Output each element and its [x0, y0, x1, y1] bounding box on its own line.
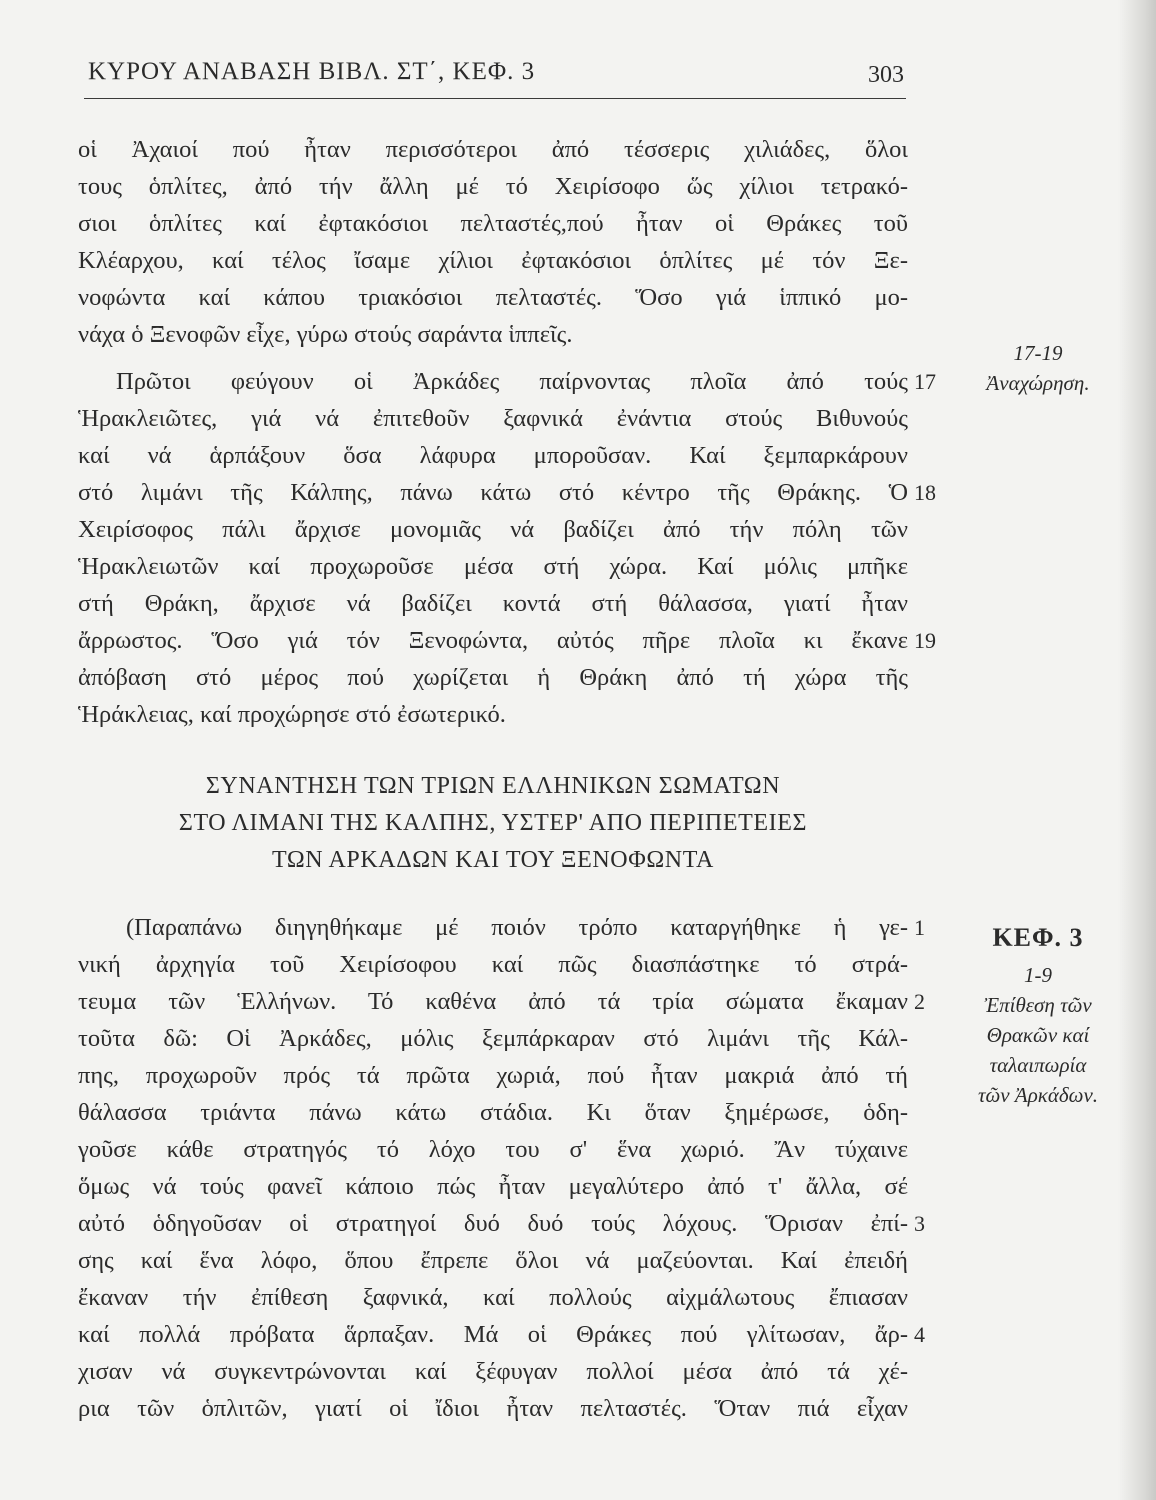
section-number-17: 17 [914, 369, 936, 394]
text-line: νοφώντα καί κάπου τριακόσιοι πελταστές. Ὅσο γιά ἱππικό μο- [78, 284, 908, 311]
margin-note: Ἐπίθεση τῶν [984, 993, 1092, 1017]
text-line: αὐτό ὁδηγοῦσαν οἱ στρατηγοί δυό δυό τούς λόχους. Ὅρισαν ἐπί- [78, 1210, 908, 1237]
text-line: Κλέαρχου, καί τέλος ἴσαμε χίλιοι ἐφτακόσιοι ὁπλίτες μέ τόν Ξε- [78, 247, 908, 274]
text-line: πης, προχωροῦν πρός τά πρῶτα χωριά, πού ἦταν μακριά ἀπό τή [78, 1062, 908, 1089]
running-head [84, 56, 906, 99]
margin-note-range: 17-19 [1013, 341, 1063, 365]
text-line: ἄρρωστος. Ὅσο γιά τόν Ξενοφώντα, αὐτός πῆρε πλοῖα κι ἔκανε [78, 627, 908, 654]
section-number-1: 1 [914, 915, 925, 940]
text-line: οἱ Ἀχαιοί πού ἦταν περισσότεροι ἀπό τέσσερις χιλιάδες, ὅλοι [78, 136, 908, 163]
text-line: καί νά ἁρπάξουν ὅσα λάφυρα μποροῦσαν. Καί ξεμπαρκάρουν [78, 442, 908, 469]
text-line: θάλασσα τριάντα πάνω κάτω στάδια. Κι ὅταν ξημέρωσε, ὁδη- [78, 1099, 908, 1126]
section-number-3: 3 [914, 1211, 925, 1236]
text-line: τοῦτα δῶ: Οἱ Ἀρκάδες, μόλις ξεμπάρκαραν στό λιμάνι τῆς Κάλ- [78, 1025, 908, 1052]
text-line: τους ὁπλίτες, ἀπό τήν ἄλλη μέ τό Χειρίσοφο ὥς χίλιοι τετρακό- [78, 173, 908, 200]
text-line: χισαν νά συγκεντρώνονται καί ξέφυγαν πολλοί μέσα ἀπό τά χέ- [78, 1358, 908, 1385]
text-line: Ἡρακλειωτῶν καί προχωροῦσε μέσα στή χώρα. Καί μόλις μπῆκε [78, 553, 908, 580]
margin-note: ταλαιπωρία [989, 1053, 1087, 1077]
text-line: Χειρίσοφος πάλι ἄρχισε μονομιᾶς νά βαδίζει ἀπό τήν πόλη τῶν [78, 516, 908, 543]
text-line: ρια τῶν ὁπλιτῶν, γιατί οἱ ἴδιοι ἦταν πελταστές. Ὅταν πιά εἶχαν [78, 1395, 908, 1422]
text-line: Ἡρακλειῶτες, γιά νά ἐπιτεθοῦν ξαφνικά ἐνάντια στούς Βιθυνούς [78, 405, 908, 432]
chapter-label: ΚΕΦ. 3 [992, 923, 1084, 952]
section-number-19: 19 [914, 628, 936, 653]
text-line: σης καί ἕνα λόφο, ὅπου ἔπρεπε ὅλοι νά μαζεύονται. Καί ἐπειδή [78, 1247, 908, 1274]
text-line: τευμα τῶν Ἑλλήνων. Τό καθένα ἀπό τά τρία σώματα ἔκαμαν [78, 988, 908, 1015]
page-spine-shadow [1118, 0, 1156, 1500]
text-line: ὅμως νά τούς φανεῖ κάποιο πώς ἦταν μεγαλύτερο ἀπό τ' ἄλλα, σέ [78, 1173, 908, 1200]
text-line: ἔκαναν τήν ἐπίθεση ξαφνικά, καί πολλούς αἰχμάλωτους ἔπιασαν [78, 1284, 908, 1311]
page-number: 303 [868, 62, 904, 88]
text-line: νική ἀρχηγία τοῦ Χειρίσοφου καί πῶς διασπάστηκε τό στρά- [78, 951, 908, 978]
margin-note: Ἀναχώρηση. [986, 371, 1090, 395]
heading-line: ΣΤΟ ΛΙΜΑΝΙ ΤΗΣ ΚΑΛΠΗΣ, ΥΣΤΕΡ' ΑΠΟ ΠΕΡΙΠΕΤΕΙΕΣ [178, 810, 808, 836]
running-head-title: ΚΥΡΟΥ ΑΝΑΒΑΣΗ ΒΙΒΛ. ΣΤ΄, ΚΕΦ. 3 [88, 58, 536, 85]
text-line: ἀπόβαση στό μέρος πού χωρίζεται ἡ Θράκη ἀπό τή χώρα τῆς [78, 664, 908, 691]
margin-note: Θρακῶν καί [986, 1023, 1090, 1047]
text-line: νάχα ὁ Ξενοφῶν εἶχε, γύρω στούς σαράντα ἱππεῖς. [78, 321, 573, 348]
heading-line: ΣΥΝΑΝΤΗΣΗ ΤΩΝ ΤΡΙΩΝ ΕΛΛΗΝΙΚΩΝ ΣΩΜΑΤΩΝ [205, 773, 781, 799]
text-line: σιοι ὁπλίτες καί ἐφτακόσιοι πελταστές,πού ἦταν οἱ Θράκες τοῦ [78, 210, 908, 237]
text-line: Ἡράκλειας, καί προχώρησε στό ἐσωτερικό. [78, 701, 506, 728]
heading-line: ΤΩΝ ΑΡΚΑΔΩΝ ΚΑΙ ΤΟΥ ΞΕΝΟΦΩΝΤΑ [272, 847, 714, 873]
text-line: Πρῶτοι φεύγουν οἱ Ἀρκάδες παίρνοντας πλοῖα ἀπό τούς [116, 368, 908, 395]
section-number-4: 4 [914, 1322, 925, 1347]
text-line: γοῦσε κάθε στρατηγός τό λόχο του σ' ἕνα χωριό. Ἄν τύχαινε [78, 1136, 908, 1163]
margin-note: τῶν Ἀρκάδων. [977, 1083, 1099, 1107]
text-line: καί πολλά πρόβατα ἅρπαξαν. Μά οἱ Θράκες πού γλίτωσαν, ἄρ- [78, 1321, 908, 1348]
text-line: στό λιμάνι τῆς Κάλπης, πάνω κάτω στό κέντρο τῆς Θράκης. Ὁ [78, 479, 908, 506]
margin-note-range: 1-9 [1024, 963, 1052, 987]
text-line: (Παραπάνω διηγηθήκαμε μέ ποιόν τρόπο καταργήθηκε ἡ γε- [126, 914, 908, 941]
text-line: στή Θράκη, ἄρχισε νά βαδίζει κοντά στή θάλασσα, γιατί ἦταν [78, 590, 908, 617]
section-number-2: 2 [914, 989, 925, 1014]
section-number-18: 18 [914, 480, 936, 505]
